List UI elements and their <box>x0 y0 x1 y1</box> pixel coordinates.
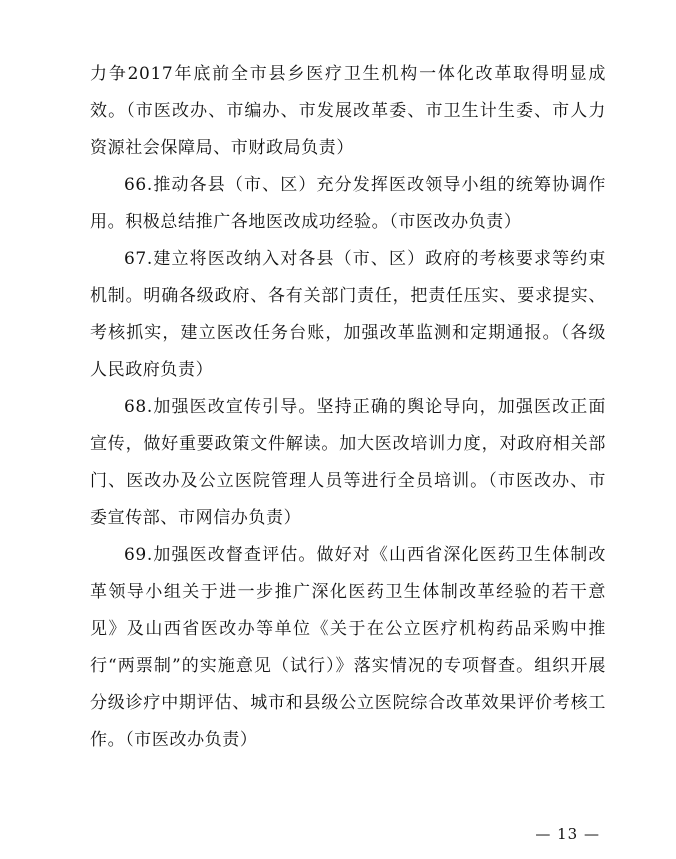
paragraph-item-67: 67.建立将医改纳入对各县（市、区）政府的考核要求等约束机制。明确各级政府、各有关部门责任，把责任压实、要求提实、考核抓实，建立医改任务台账，加强改革监测和定期通报。（各级人民政府负责） <box>90 249 606 380</box>
paragraph-item-69: 69.加强医改督查评估。做好对《山西省深化医药卫生体制改革领导小组关于进一步推广深化医药卫生体制改革经验的若干意见》及山西省医改办等单位《关于在公立医疗机构药品采购中推行“两票制”的实施意见（试行）》落实情况的专项督查。组织开展分级诊疗中期评估、城市和县级公立医院综合改革效果评价考核工作。（市医改办负责） <box>90 545 606 750</box>
paragraph-item-68: 68.加强医改宣传引导。坚持正确的舆论导向，加强医改正面宣传，做好重要政策文件解读。加大医改培训力度，对政府相关部门、医改办及公立医院管理人员等进行全员培训。（市医改办、市委宣传部、市网信办负责） <box>90 397 606 528</box>
paragraph-continuation: 力争2017年底前全市县乡医疗卫生机构一体化改革取得明显成效。（市医改办、市编办、市发展改革委、市卫生计生委、市人力资源社会保障局、市财政局负责） <box>90 64 606 158</box>
page-number: — 13 — <box>535 825 600 843</box>
paragraph-item-66: 66.推动各县（市、区）充分发挥医改领导小组的统筹协调作用。积极总结推广各地医改成功经验。（市医改办负责） <box>90 175 606 232</box>
document-body <box>90 56 606 759</box>
